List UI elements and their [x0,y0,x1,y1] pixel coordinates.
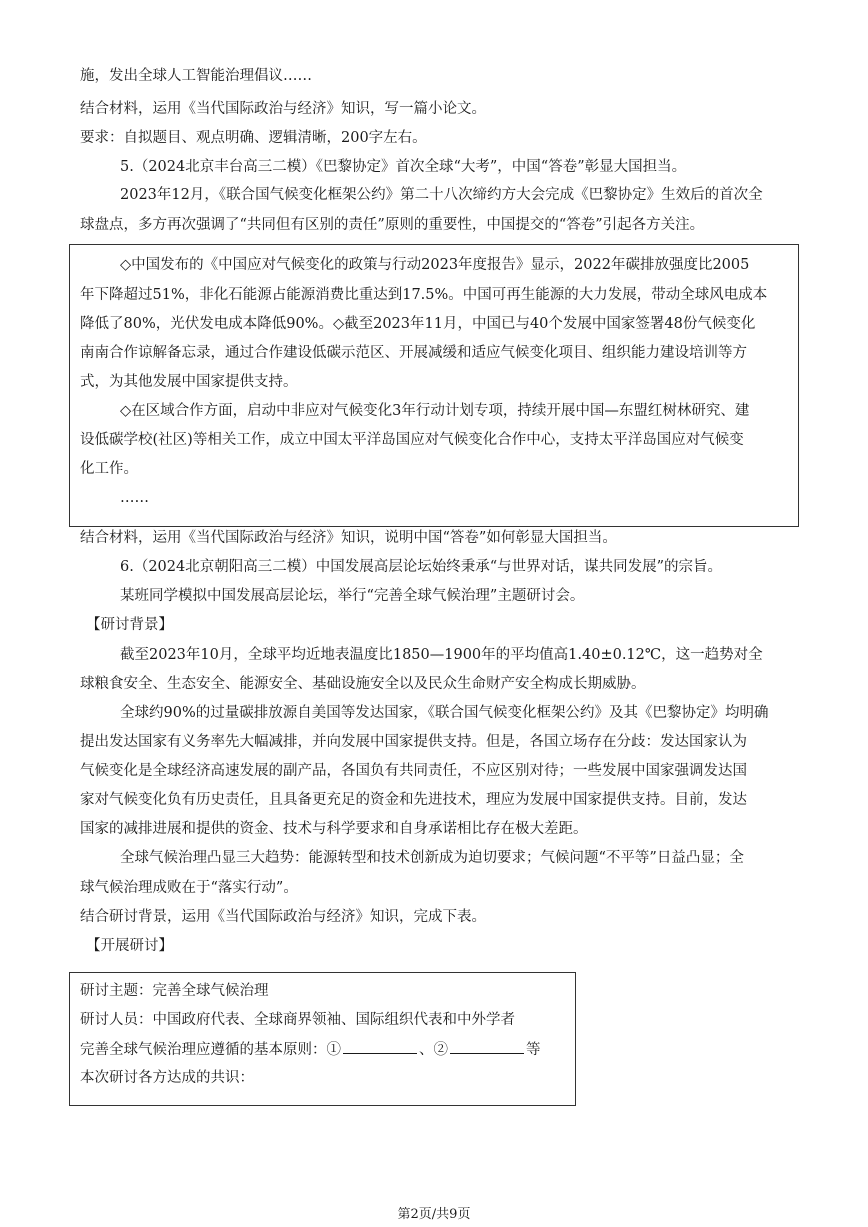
text-line: 要求：自拟题目、观点明确、逻辑清晰，200字左右。 [80,130,427,146]
material-box [69,244,799,527]
text-line: 结合材料，运用《当代国际政治与经济》知识，写一篇小论文。 [80,101,486,117]
box-line: …… [120,490,149,506]
text-line: 气候变化是全球经济高速发展的副产品，各国负有共同责任，不应区别对待；一些发展中国家强调发达国 [80,763,747,779]
text-line: 国家的减排进展和提供的资金、技术与科学要求和自身承诺相比存在极大差距。 [80,821,588,837]
table-topic: 研讨主题：完善全球气候治理 [80,983,269,999]
box-line: 设低碳学校(社区)等相关工作，成立中国太平洋岛国应对气候变化合作中心，支持太平洋岛国应对气候变 [80,432,744,448]
box-line: ◇在区域合作方面，启动中非应对气候变化3年行动计划专项，持续开展中国—东盟红树林研究、建 [120,403,750,419]
table-consensus: 本次研讨各方达成的共识： [80,1070,254,1086]
text-line: 全球约90%的过量碳排放源自美国等发达国家，《联合国气候变化框架公约》及其《巴黎协定》均明确 [120,705,769,721]
page-footer: 第2页/共9页 [397,1207,471,1222]
box-line: 化工作。 [80,461,138,477]
box-line: 南南合作谅解备忘录，通过合作建设低碳示范区、开展减缓和适应气候变化项目、组织能力建设培训等方 [80,345,747,361]
answer-blank-1[interactable] [343,1039,417,1054]
table-people: 研讨人员：中国政府代表、全球商界领袖、国际组织代表和中外学者 [80,1012,515,1028]
text-line: 截至2023年10月，全球平均近地表温度比1850—1900年的平均值高1.40±0.12℃，这一趋势对全 [120,647,763,663]
section-heading: 【研讨背景】 [86,617,173,633]
text-line: 球盘点，多方再次强调了“共同但有区别的责任”原则的重要性，中国提交的“答卷”引起各方关注。 [80,217,705,233]
box-line: 式，为其他发展中国家提供支持。 [80,374,298,390]
text-line: 2023年12月，《联合国气候变化框架公约》第二十八次缔约方大会完成《巴黎协定》生效后的首次全 [120,187,763,203]
box-line: 年下降超过51%，非化石能源占能源消费比重达到17.5%。中国可再生能源的大力发展，带动全球风电成本 [80,287,768,303]
text-line: 家对气候变化负有历史责任，且具备更充足的资金和先进技术，理应为发展中国家提供支持。目前，发达 [80,792,747,808]
discussion-table [69,972,576,1106]
text-line: 全球气候治理凸显三大趋势：能源转型和技术创新成为迫切要求；气候问题“不平等”日益凸显；全 [120,850,744,866]
table-principles: 完善全球气候治理应遵循的基本原则：① 、② 等 [80,1039,541,1060]
text-line: 提出发达国家有义务率先大幅减排，并向发展中国家提供支持。但是，各国立场存在分歧：发达国家认为 [80,734,747,750]
text-line: 结合研讨背景，运用《当代国际政治与经济》知识，完成下表。 [80,909,486,925]
section-heading: 【开展研讨】 [86,938,173,954]
box-line: ◇中国发布的《中国应对气候变化的政策与行动2023年度报告》显示，2022年碳排放强度比2005 [120,257,750,273]
question-6-title: 6.（2024北京朝阳高三二模）中国发展高层论坛始终秉承“与世界对话，谋共同发展”的宗旨。 [120,559,723,575]
text-line: 球粮食安全、生态安全、能源安全、基础设施安全以及民众生命财产安全构成长期威胁。 [80,676,646,692]
text-line: 施，发出全球人工智能治理倡议…… [80,68,312,84]
text-line: 结合材料，运用《当代国际政治与经济》知识，说明中国“答卷”如何彰显大国担当。 [80,530,617,546]
text-line: 某班同学模拟中国发展高层论坛，举行“完善全球气候治理”主题研讨会。 [120,588,585,604]
text-line: 球气候治理成败在于“落实行动”。 [80,880,298,896]
box-line: 降低了80%，光伏发电成本降低90%。◇截至2023年11月，中国已与40个发展中国家签署48份气候变化 [80,316,756,332]
answer-blank-2[interactable] [450,1039,524,1054]
question-5-title: 5.（2024北京丰台高三二模）《巴黎协定》首次全球“大考”，中国“答卷”彰显大国担当。 [120,159,687,175]
